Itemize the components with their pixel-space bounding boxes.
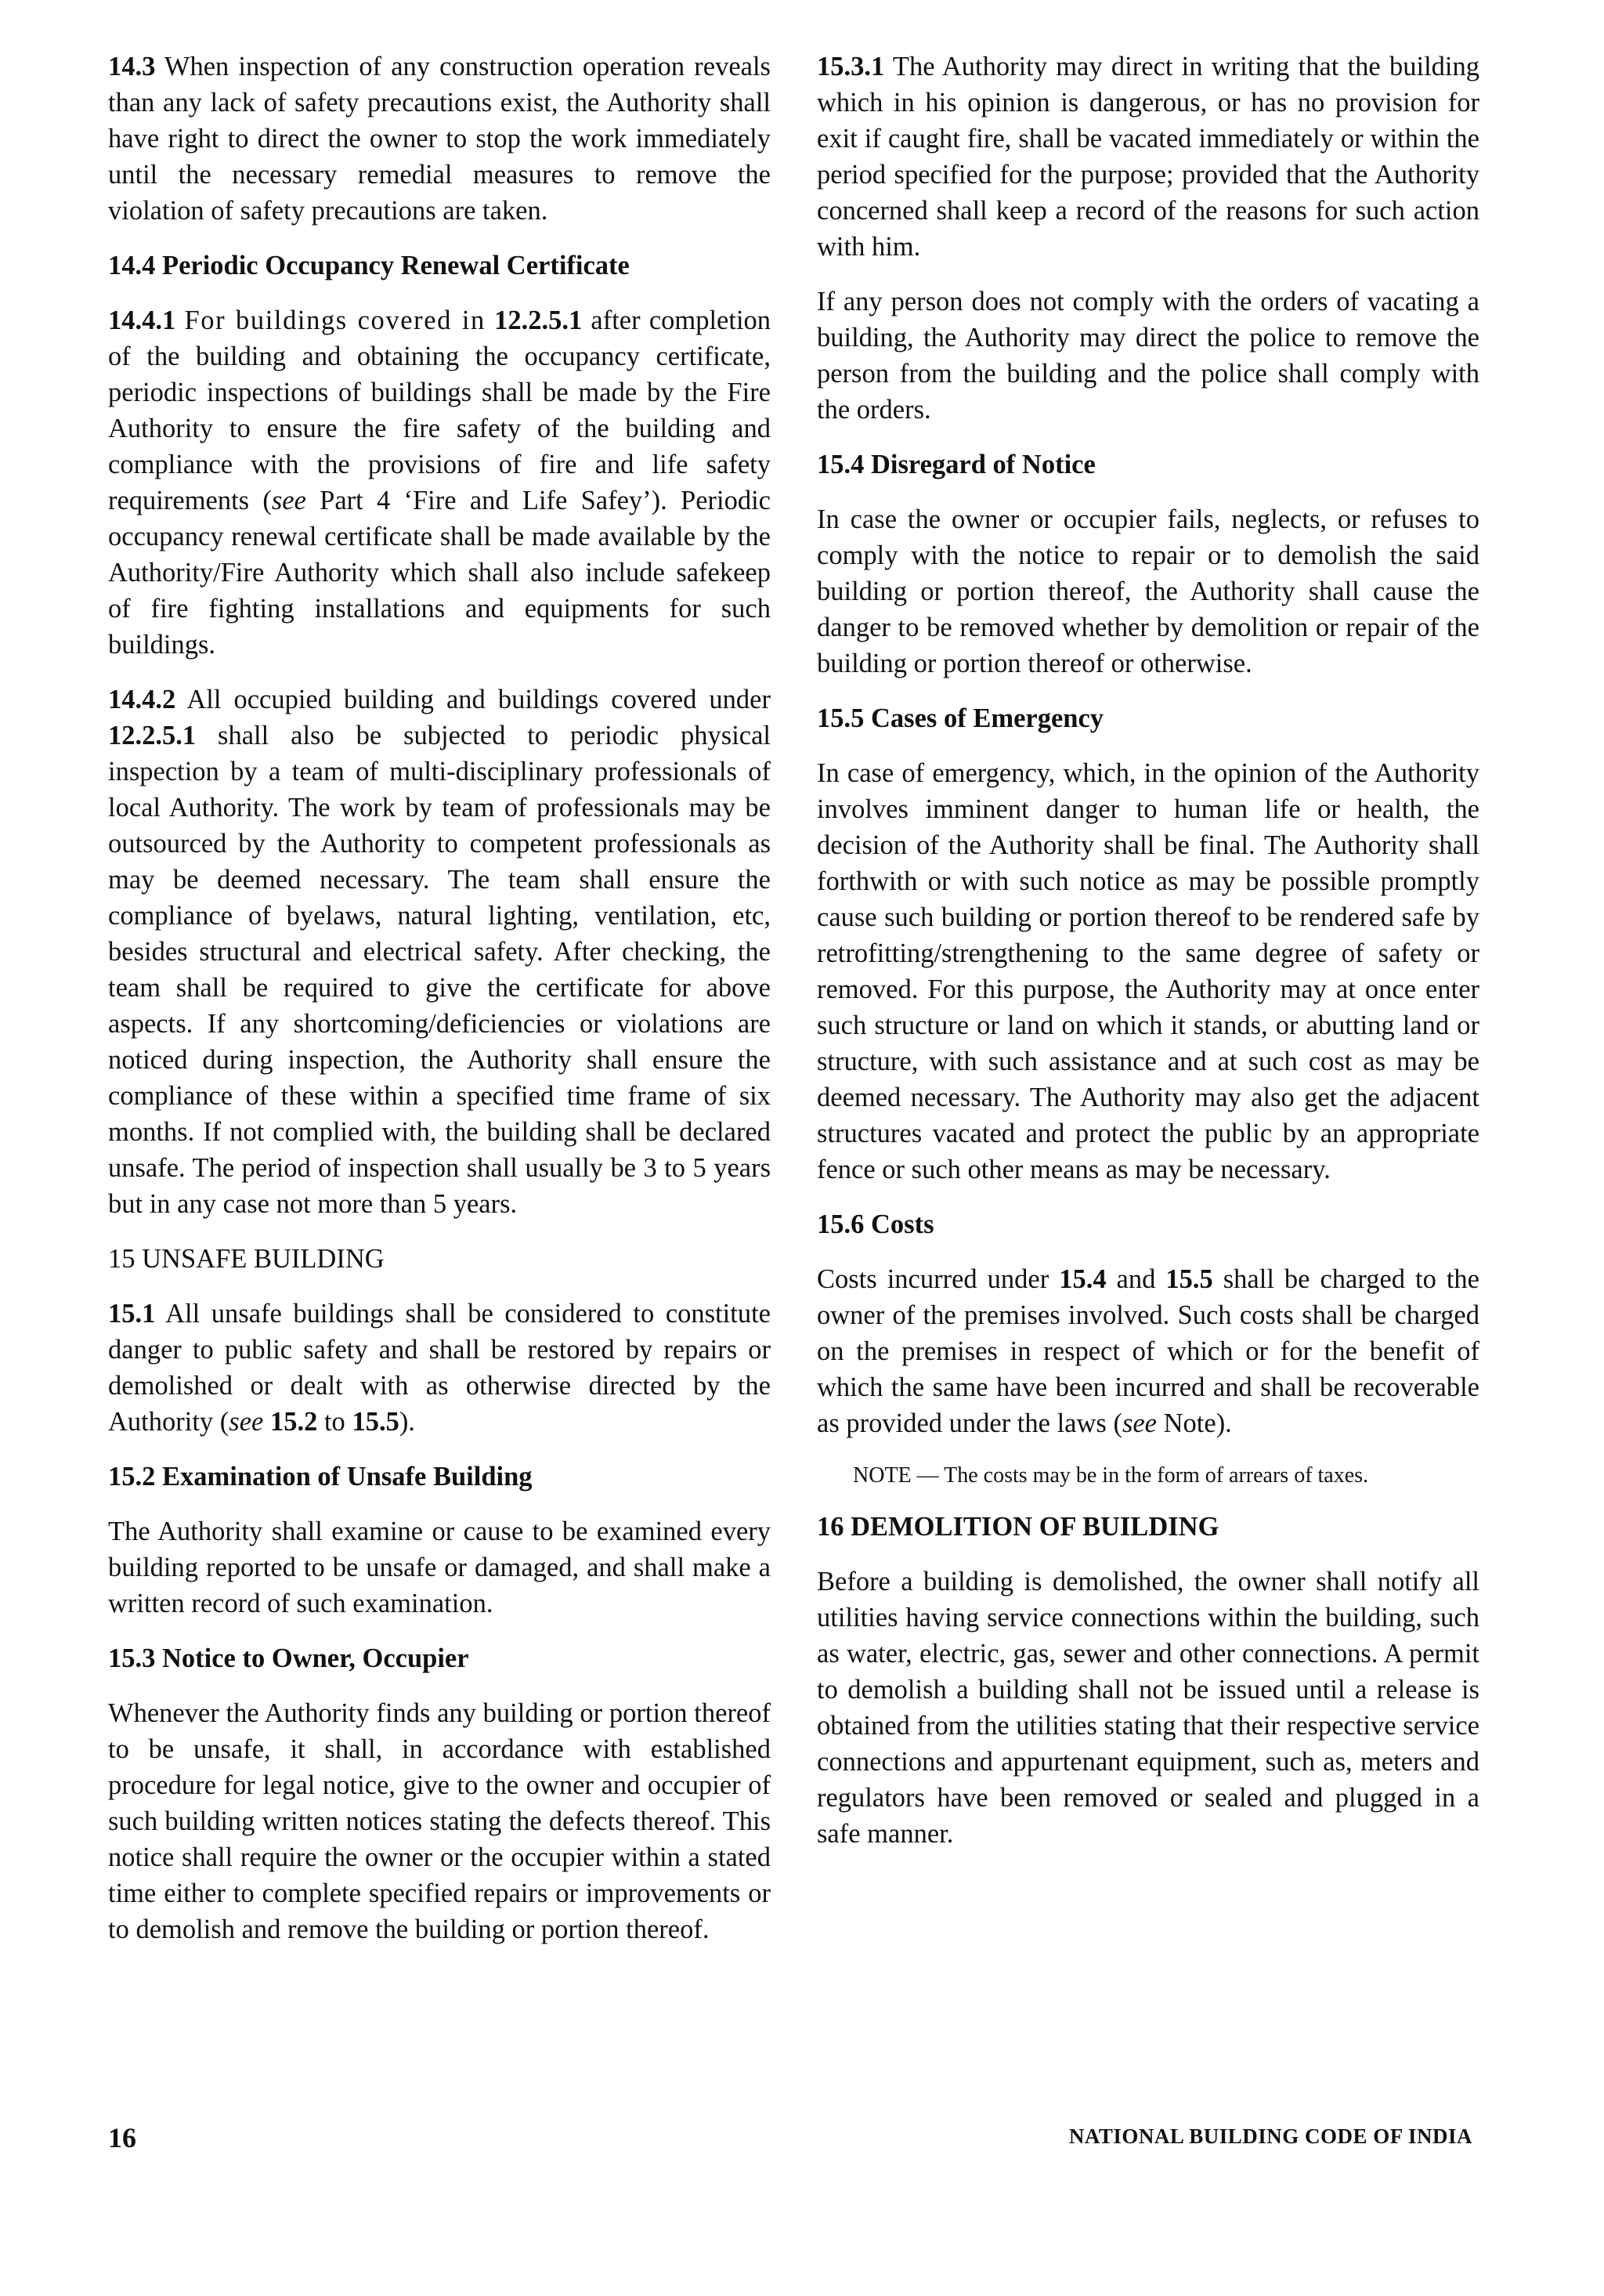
left-column: [108, 49, 771, 1966]
paragraph-text: For buildings covered in: [184, 306, 486, 335]
clause-reference: 12.2.5.1: [494, 306, 583, 335]
paragraph-text: ).: [399, 1407, 415, 1437]
paragraph-15-6: [817, 1261, 1479, 1441]
paragraph-text: Costs incurred under: [817, 1264, 1049, 1294]
paragraph-text: Part 4 ‘Fire and Life Safey’). Periodic occupancy renewal certificate shall be made available by the Authority/Fire Authority which shall also include safekeep of fire fighting installations and equipments for such buildings.: [108, 486, 771, 660]
clause-number: 14.4.2: [108, 685, 176, 714]
clause-number: 15.3.1: [817, 52, 885, 81]
paragraph-text: to: [317, 1407, 352, 1437]
publication-title: NATIONAL BUILDING CODE OF INDIA: [1068, 2124, 1472, 2148]
paragraph-15-3-1: [817, 49, 1479, 265]
paragraph-15-4: In case the owner or occupier fails, neglects, or refuses to comply with the notice to repair or to demolish the said building or portion thereof, the Authority shall cause the danger to be removed whether by demolition or repair of the building or portion thereof or otherwise.: [817, 504, 1479, 678]
clause-reference: 15.4: [1059, 1264, 1107, 1294]
heading-14-4: 14.4 Periodic Occupancy Renewal Certificate: [108, 251, 630, 280]
paragraph-text: All unsafe buildings shall be considered to constitute danger to public safety and shall be restored by repairs or demolished or dealt with as otherwise directed by the Authority (: [108, 1299, 771, 1437]
paragraph-text: shall also be subjected to periodic physical inspection by a team of multi-disciplinary professionals of local Authority. The work by team of professionals may be outsourced by the Authority to competent professionals as may be deemed necessary. The team shall ensure the compliance of byelaws, natural lighting, ventilation, etc, besides structural and electrical safety. After checking, the team shall be required to give the certificate for above aspects. If any shortcoming/deficiencies or violations are noticed during inspection, the Authority shall ensure the compliance of these within a specified time frame of six months. If not complied with, the building shall be declared unsafe. The period of inspection shall usually be 3 to 5 years but in any case not more than 5 years.: [108, 721, 771, 1219]
clause-number: 14.4.1: [108, 306, 176, 335]
paragraph-text: Note).: [1157, 1408, 1232, 1438]
heading-15-2: 15.2 Examination of Unsafe Building: [108, 1462, 533, 1491]
paragraph-text: The Authority may direct in writing that the building which in his opinion is dangerous, or has no provision for exit if caught fire, shall be vacated immediately or within the period specified for the purpose; provided that the Authority concerned shall keep a record of the reasons for such action with him.: [817, 52, 1479, 262]
heading-15-5: 15.5 Cases of Emergency: [817, 703, 1104, 733]
right-column: [817, 49, 1479, 1871]
clause-reference: 15.5: [1165, 1264, 1213, 1294]
clause-number: 14.3: [108, 52, 156, 81]
see-reference: see: [229, 1407, 264, 1437]
see-reference: see: [271, 486, 306, 515]
page-number: 16: [108, 2122, 136, 2153]
heading-15-6: 15.6 Costs: [817, 1209, 934, 1239]
heading-15: [108, 1241, 771, 1277]
paragraph-text: shall be charged to the owner of the premises involved. Such costs shall be charged on the premises in respect of which or for the benefit of which the same have been incurred and shall be recoverable as provided under the laws (: [817, 1264, 1479, 1438]
clause-reference: 15.5: [352, 1407, 399, 1437]
paragraph-15-3: Whenever the Authority finds any building or portion thereof to be unsafe, it shall, in accordance with established procedure for legal notice, give to the owner and occupier of such building written notices stating the defects thereof. This notice shall require the owner or the occupier within a stated time either to complete specified repairs or improvements or to demolish and remove the building or portion thereof.: [108, 1698, 771, 1944]
paragraph-text: after completion of the building and obtaining the occupancy certificate, periodic inspections of buildings shall be made by the Fire Authority to ensure the fire safety of the building and compliance with the provisions of fire and life safety requirements (: [108, 306, 771, 515]
section-number: 15: [108, 1244, 135, 1274]
paragraph-14-4-1: [108, 302, 771, 663]
paragraph-15-5: In case of emergency, which, in the opinion of the Authority involves imminent danger to human life or health, the decision of the Authority shall be final. The Authority shall forthwith or with such notice as may be possible promptly cause such building or portion thereof to be rendered safe by retrofitting/strengthening to the same degree of safety or removed. For this purpose, the Authority may at once enter such structure or land on which it stands, or abutting land or structure, with such assistance and at such cost as may be deemed necessary. The Authority may also get the adjacent structures vacated and protect the public by an appropriate fence or such other means as may be necessary.: [817, 758, 1479, 1184]
clause-reference: 12.2.5.1: [108, 721, 197, 750]
paragraph-text: All occupied building and buildings covered under: [186, 685, 771, 714]
see-reference: see: [1122, 1408, 1157, 1438]
section-title: UNSAFE BUILDING: [142, 1244, 385, 1274]
heading-15-3: 15.3 Notice to Owner, Occupier: [108, 1643, 469, 1673]
paragraph-14-3: [108, 49, 771, 229]
paragraph-15-2: The Authority shall examine or cause to be examined every building reported to be unsafe or damaged, and shall make a written record of such examination.: [108, 1517, 771, 1618]
paragraph-text: When inspection of any construction operation reveals than any lack of safety precautions exist, the Authority shall have right to direct the owner to stop the work immediately until the necessary remedial measures to remove the violation of safety precautions are taken.: [108, 52, 771, 226]
heading-15-4: 15.4 Disregard of Notice: [817, 450, 1096, 479]
clause-number: 15.1: [108, 1299, 156, 1329]
paragraph-16: Before a building is demolished, the owner shall notify all utilities having service connections within the building, such as water, electric, gas, sewer and other connections. A permit to demolish a building shall not be issued until a release is obtained from the utilities stating that their respective service connections and appurtenant equipment, such as, meters and regulators have been removed or sealed and plugged in a safe manner.: [817, 1567, 1479, 1849]
clause-reference: 15.2: [269, 1407, 318, 1437]
paragraph-15-3-1-b: If any person does not comply with the orders of vacating a building, the Authority may direct the police to remove the person from the building and the police shall comply with the orders.: [817, 287, 1479, 425]
paragraph-14-4-2: [108, 682, 771, 1222]
note: NOTE — The costs may be in the form of arrears of taxes.: [853, 1463, 1369, 1488]
heading-16: 16 DEMOLITION OF BUILDING: [817, 1512, 1219, 1542]
paragraph-15-1: [108, 1296, 771, 1440]
paragraph-text: and: [1106, 1264, 1166, 1294]
